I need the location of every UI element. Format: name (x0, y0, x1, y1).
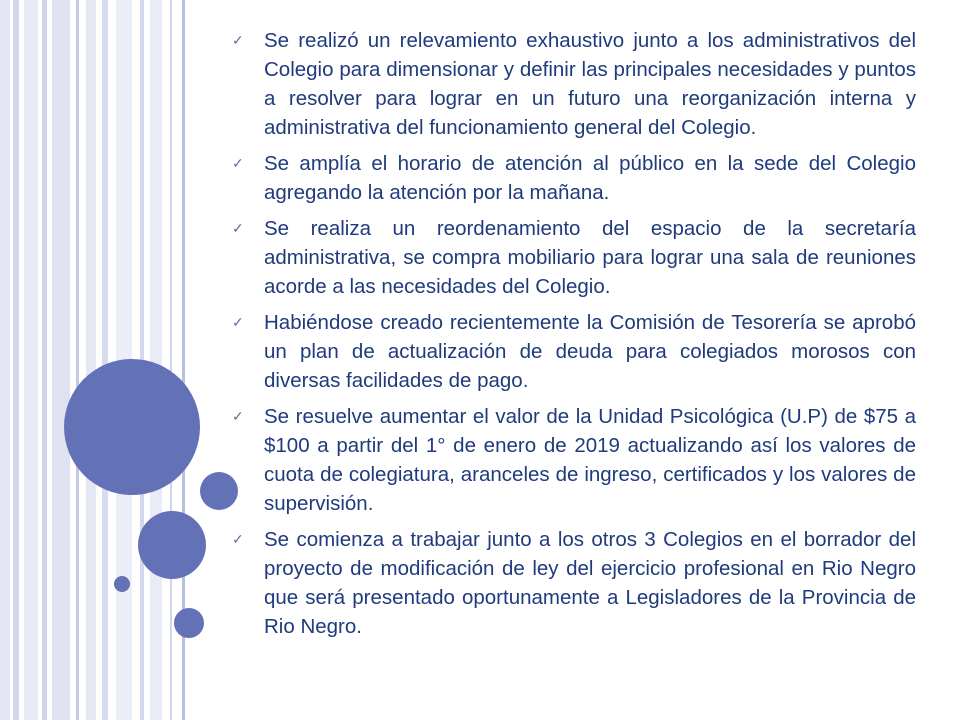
stripe (86, 0, 96, 720)
bullet-text: Habiéndose creado recientemente la Comisión de Tesorería se aprobó un plan de actualización de deuda para colegiados morosos con diversas facilidades de pago. (264, 311, 916, 392)
stripe (102, 0, 108, 720)
stripe (42, 0, 47, 720)
check-icon: ✓ (232, 32, 244, 48)
bullet-text: Se realizó un relevamiento exhaustivo junto a los administrativos del Colegio para dimensionar y definir las principales necesidades y puntos a resolver para lograr en un futuro una reorganización interna y administrativa del funcionamiento general del Colegio. (264, 29, 916, 139)
bullet-text: Se amplía el horario de atención al público en la sede del Colegio agregando la atención por la mañana. (264, 152, 916, 204)
stripe (76, 0, 79, 720)
bullet-text: Se realiza un reordenamiento del espacio de la secretaría administrativa, se compra mobiliario para lograr una sala de reuniones acorde a las necesidades del Colegio. (264, 217, 916, 298)
stripe (52, 0, 70, 720)
bullet-item (232, 149, 916, 207)
check-icon: ✓ (232, 314, 244, 330)
circle-small (174, 608, 204, 638)
circle-tiny (114, 576, 130, 592)
check-icon: ✓ (232, 220, 244, 236)
bullet-item (232, 26, 916, 142)
bullet-item (232, 525, 916, 641)
circle-large (64, 359, 200, 495)
stripe (24, 0, 38, 720)
bullet-item (232, 402, 916, 518)
check-icon: ✓ (232, 155, 244, 171)
bullet-item (232, 214, 916, 301)
stripe (13, 0, 19, 720)
bullet-text: Se comienza a trabajar junto a los otros 3 Colegios en el borrador del proyecto de modificación de ley del ejercicio profesional en Rio Negro que será presentado oportunamente a Legisladores de la Provincia de Rio Negro. (264, 528, 916, 638)
stripe (150, 0, 162, 720)
bullet-item (232, 308, 916, 395)
bullet-text: Se resuelve aumentar el valor de la Unidad Psicológica (U.P) de $75 a $100 a partir del 1° de enero de 2019 actualizando así los valores de cuota de colegiatura, aranceles de ingreso, certificados y los valores de supervisión. (264, 405, 916, 515)
check-icon: ✓ (232, 408, 244, 424)
check-icon: ✓ (232, 531, 244, 547)
stripe (0, 0, 10, 720)
stripe (170, 0, 172, 720)
circle-medium (138, 511, 206, 579)
bullet-list (232, 26, 916, 648)
